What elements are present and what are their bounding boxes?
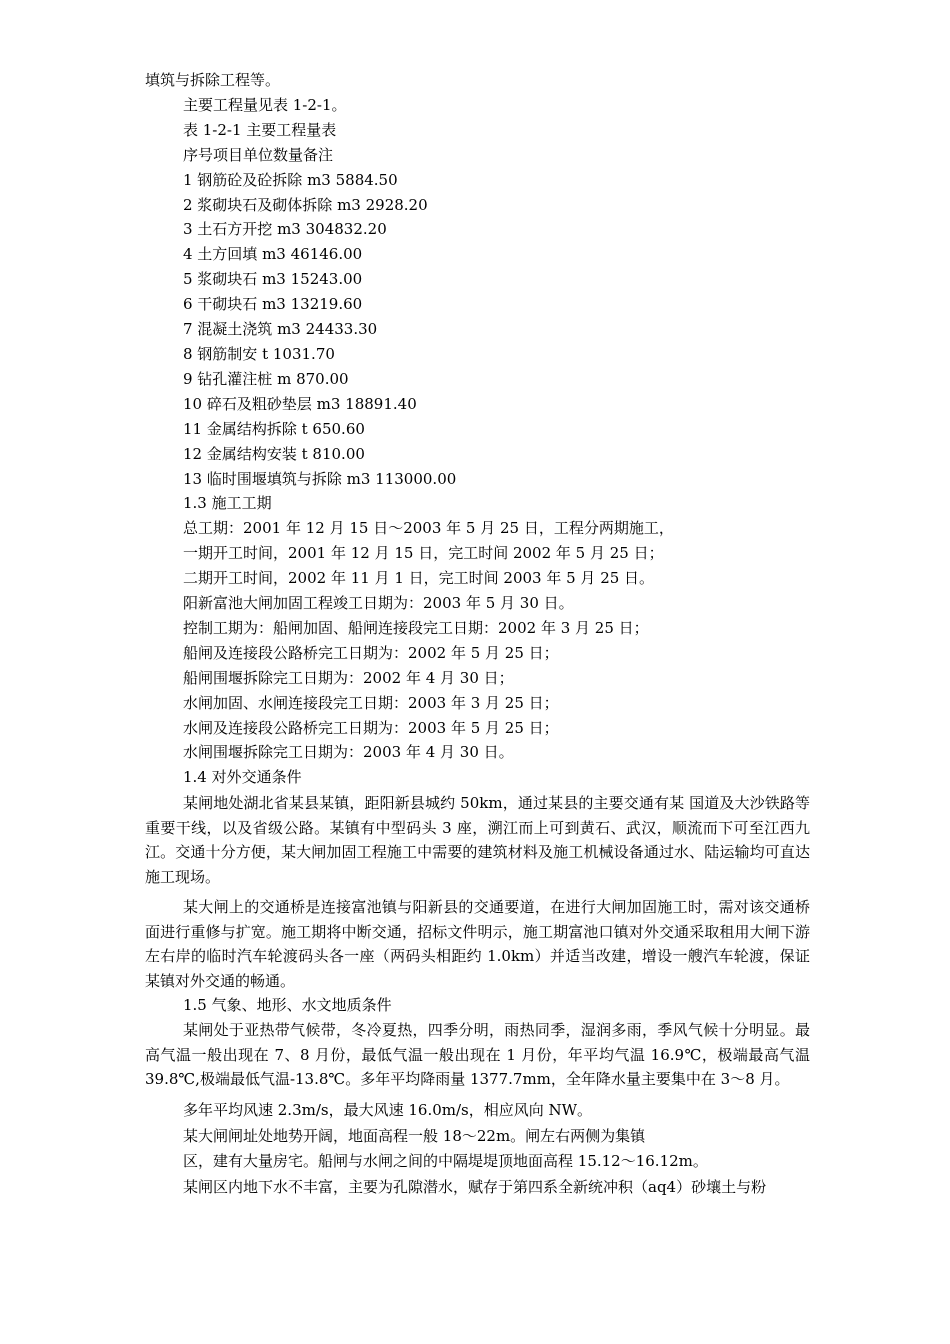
- document-line: 船闸及连接段公路桥完工日期为：2002 年 5 月 25 日；: [183, 643, 559, 662]
- document-line: 阳新富池大闸加固工程竣工日期为：2003 年 5 月 30 日。: [183, 594, 574, 613]
- paragraph-terrain-2: 区，建有大量房宅。船闸与水闸之间的中隔堤堤顶地面高程 15.12～16.12m。: [183, 1151, 708, 1170]
- document-line: 10 碎石及粗砂垫层 m3 18891.40: [183, 394, 417, 413]
- document-line: 6 干砌块石 m3 13219.60: [183, 295, 363, 314]
- heading-1-5: 1.5 气象、地形、水文地质条件: [183, 996, 392, 1015]
- document-line: 13 临时围堰填筑与拆除 m3 113000.00: [183, 469, 457, 488]
- document-line: 3 土石方开挖 m3 304832.20: [183, 220, 387, 239]
- document-line: 表 1-2-1 主要工程量表: [183, 120, 337, 139]
- document-line: 5 浆砌块石 m3 15243.00: [183, 270, 363, 289]
- document-line: 7 混凝土浇筑 m3 24433.30: [183, 320, 378, 339]
- paragraph-terrain-1: 某大闸闸址处地势开阔，地面高程一般 18～22m。闸左右两侧为集镇: [183, 1127, 646, 1146]
- document-line: 水闸及连接段公路桥完工日期为：2003 年 5 月 25 日；: [183, 718, 559, 737]
- document-line: 4 土方回填 m3 46146.00: [183, 245, 363, 264]
- document-line: 8 钢筋制安 t 1031.70: [183, 344, 335, 363]
- paragraph-traffic-2: 某大闸上的交通桥是连接富池镇与阳新县的交通要道，在进行大闸加固施工时，需对该交通桥面进行重修与扩宽。施工期将中断交通，招标文件明示，施工期富池口镇对外交通采取租用大闸下游左右岸的临时汽车轮渡码头各一座（两码头相距约 1.0km）并适当改建，增设一艘汽车轮渡，保证某镇对外交通的畅通。: [145, 898, 810, 990]
- document-line: 12 金属结构安装 t 810.00: [183, 444, 365, 463]
- document-line: 11 金属结构拆除 t 650.60: [183, 419, 365, 438]
- document-line: 水闸围堰拆除完工日期为：2003 年 4 月 30 日。: [183, 743, 514, 762]
- paragraph-groundwater: 某闸区内地下水不丰富，主要为孔隙潜水，赋存于第四系全新统冲积（aq4）砂壤土与粉: [183, 1178, 767, 1197]
- paragraph-wind: 多年平均风速 2.3m/s，最大风速 16.0m/s，相应风向 NW。: [183, 1100, 593, 1119]
- paragraph-climate: 某闸处于亚热带气候带，冬冷夏热，四季分明，雨热同季，湿润多雨，季风气候十分明显。最高气温一般出现在 7、8 月份，最低气温一般出现在 1 月份，年平均气温 16.9℃，极端最高气温 39.8℃,极端最低气温-13.8℃。多年平均降雨量 1377.7mm，全年降水量主要集中在 3～8 月。: [145, 1021, 810, 1089]
- document-page: [145, 68, 810, 1200]
- document-line: 船闸围堰拆除完工日期为：2002 年 4 月 30 日；: [183, 668, 514, 687]
- document-line: 2 浆砌块石及砌体拆除 m3 2928.20: [183, 195, 428, 214]
- document-line: 一期开工时间，2001 年 12 月 15 日，完工时间 2002 年 5 月 25 日；: [183, 544, 664, 563]
- document-line: 1.3 施工工期: [183, 494, 272, 513]
- document-line: 主要工程量见表 1-2-1。: [183, 95, 347, 114]
- document-line: 1.4 对外交通条件: [183, 768, 302, 787]
- document-line: 水闸加固、水闸连接段完工日期：2003 年 3 月 25 日；: [183, 693, 559, 712]
- document-line: 填筑与拆除工程等。: [145, 71, 281, 89]
- document-line: 控制工期为：船闸加固、船闸连接段完工日期：2002 年 3 月 25 日；: [183, 618, 649, 637]
- document-line: 总工期：2001 年 12 月 15 日～2003 年 5 月 25 日，工程分两期施工，: [183, 519, 674, 538]
- document-line: 序号项目单位数量备注: [183, 145, 334, 164]
- document-line: 二期开工时间，2002 年 11 月 1 日，完工时间 2003 年 5 月 25 日。: [183, 569, 655, 588]
- paragraph-traffic-1: 某闸地处湖北省某县某镇，距阳新县城约 50km，通过某县的主要交通有某 国道及大沙铁路等重要干线，以及省级公路。某镇有中型码头 3 座，溯江而上可到黄石、武汉，顺流而下可至江西九江。交通十分方便，某大闸加固工程施工中需要的建筑材料及施工机械设备通过水、陆运输均可直达施工现场。: [145, 794, 810, 886]
- document-lines: [145, 68, 810, 790]
- document-line: 1 钢筋砼及砼拆除 m3 5884.50: [183, 170, 398, 189]
- document-line: 9 钻孔灌注桩 m 870.00: [183, 369, 349, 388]
